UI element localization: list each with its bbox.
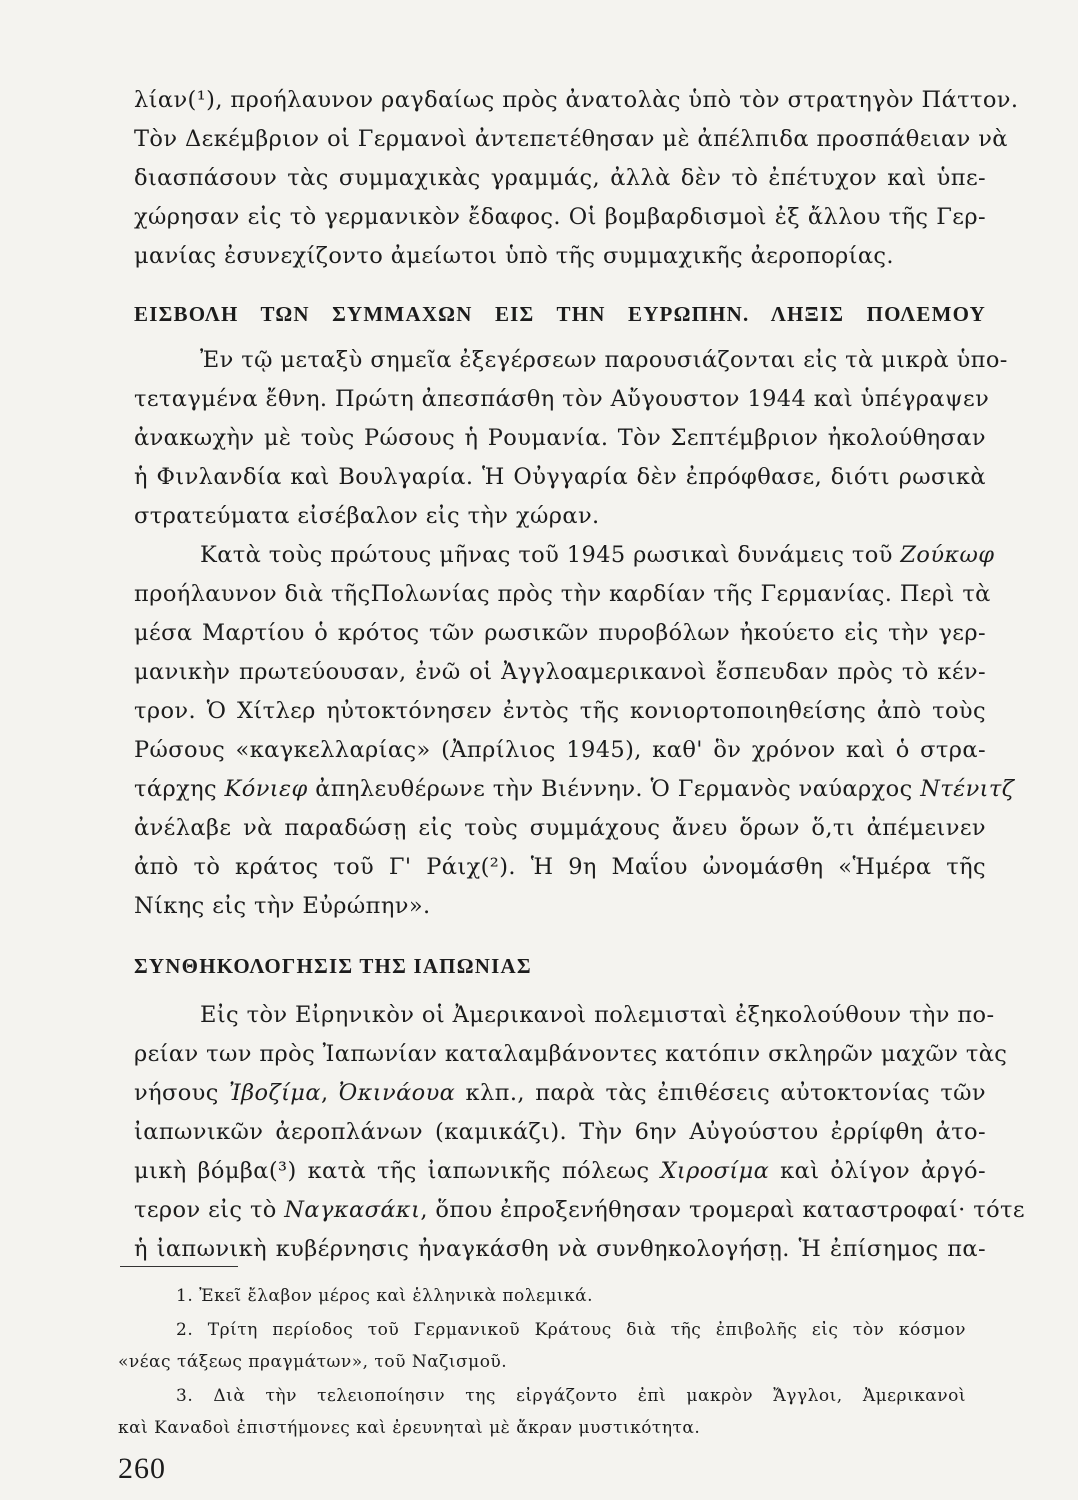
text-span: νήσους — [134, 1080, 230, 1106]
text-line: προήλαυνον διὰ τῆςΠολωνίας πρὸς τὴν καρδίαν τῆς Γερμανίας. Περὶ τὰ — [134, 581, 991, 607]
page-number: 260 — [118, 1452, 166, 1485]
footnote: 1. Ἐκεῖ ἔλαβον μέρος καὶ ἑλληνικὰ πολεμικά. — [176, 1286, 594, 1306]
text-span: Κατὰ τοὺς πρώτους μῆνας τοῦ 1945 ρωσικαὶ δυνάμεις τοῦ — [200, 542, 901, 568]
text-line: μέσα Μαρτίου ὁ κρότος τῶν ρωσικῶν πυροβόλων ἠκούετο εἰς τὴν γερ- — [134, 620, 986, 646]
person-name: Κόνιεφ — [224, 776, 308, 802]
text-span: ἀπηλευθέρωνε τὴν Βιέννην. Ὁ Γερμανὸς ναύαρχος — [307, 776, 921, 802]
text-line — [134, 1078, 986, 1108]
text-line: ἡ Φινλανδία καὶ Βουλγαρία. Ἡ Οὐγγαρία δὲν ἐπρόφθασε, διότι ρωσικὰ — [134, 464, 986, 490]
text-line — [134, 1195, 1025, 1225]
place-name: Ἰβοζίμα — [229, 1080, 321, 1106]
text-line: ἀνακωχὴν μὲ τοὺς Ρώσους ἡ Ρουμανία. Τὸν Σεπτέμβριον ἠκολούθησαν — [134, 425, 986, 451]
footnote-continuation: καὶ Καναδοὶ ἐπιστήμονες καὶ ἐρευνηταὶ μὲ ἄκραν μυστικότητα. — [118, 1418, 701, 1438]
person-name: Ντένιτζ — [920, 776, 1015, 802]
footnote-divider — [120, 1266, 238, 1267]
text-line: στρατεύματα εἰσέβαλον εἰς τὴν χώραν. — [134, 503, 600, 529]
section-heading: ΕΙΣΒΟΛΗ ΤΩΝ ΣΥΜΜΑΧΩΝ ΕΙΣ ΤΗΝ ΕΥΡΩΠΗΝ. ΛΗΞΙΣ ΠΟΛΕΜΟΥ — [134, 302, 986, 326]
footnote-continuation: «νέας τάξεως πραγμάτων», τοῦ Ναζισμοῦ. — [118, 1352, 508, 1372]
text-span: τερον εἰς τὸ — [134, 1197, 285, 1223]
text-line: χώρησαν εἰς τὸ γερμανικὸν ἔδαφος. Οἱ βομβαρδισμοὶ ἐξ ἄλλου τῆς Γερ- — [134, 204, 986, 230]
text-line: διασπάσουν τὰς συμμαχικὰς γραμμάς, ἀλλὰ δὲν τὸ ἐπέτυχον καὶ ὑπε- — [134, 165, 986, 191]
text-line: λίαν(¹), προήλαυνον ραγδαίως πρὸς ἀνατολὰς ὑπὸ τὸν στρατηγὸν Πάττον. — [134, 87, 1019, 113]
text-line — [200, 540, 995, 570]
text-span: τάρχης — [134, 776, 225, 802]
text-line: μανίας ἐσυνεχίζοντο ἀμείωτοι ὑπὸ τῆς συμμαχικῆς ἀεροπορίας. — [134, 243, 894, 269]
section-heading: ΣΥΝΘΗΚΟΛΟΓΗΣΙΣ ΤΗΣ ΙΑΠΩΝΙΑΣ — [134, 954, 532, 978]
text-line: ρείαν των πρὸς Ἰαπωνίαν καταλαμβάνοντες κατόπιν σκληρῶν μαχῶν τὰς — [134, 1041, 1008, 1067]
text-span: κλπ., παρὰ τὰς ἐπιθέσεις αὐτοκτονίας τῶν — [455, 1080, 986, 1106]
text-line: Εἰς τὸν Εἰρηνικὸν οἱ Ἀμερικανοὶ πολεμισταὶ ἐξηκολούθουν τὴν πο- — [200, 1002, 995, 1028]
text-line: Νίκης εἰς τὴν Εὐρώπην». — [134, 893, 431, 919]
text-span: , — [320, 1080, 339, 1106]
text-line: Ἐν τῷ μεταξὺ σημεῖα ἐξεγέρσεων παρουσιάζονται εἰς τὰ μικρὰ ὑπο- — [200, 347, 1008, 373]
text-line: τρον. Ὁ Χίτλερ ηὐτοκτόνησεν ἐντὸς τῆς κονιορτοποιηθείσης ἀπὸ τοὺς — [134, 698, 986, 724]
text-span: καὶ ὀλίγον ἀργό- — [769, 1158, 987, 1184]
footnote: 2. Τρίτη περίοδος τοῦ Γερμανικοῦ Κράτους διὰ τῆς ἐπιβολῆς εἰς τὸν κόσμον — [176, 1320, 966, 1340]
text-span: μικὴ βόμβα(³) κατὰ τῆς ἰαπωνικῆς πόλεως — [134, 1158, 661, 1184]
text-line: μανικὴν πρωτεύουσαν, ἐνῶ οἱ Ἀγγλοαμερικανοὶ ἔσπευδαν πρὸς τὸ κέν- — [134, 659, 986, 685]
text-line: τεταγμένα ἔθνη. Πρώτη ἀπεσπάσθη τὸν Αὔγουστον 1944 καὶ ὑπέγραψεν — [134, 386, 990, 412]
footnote: 3. Διὰ τὴν τελειοποίησιν της εἰργάζοντο ἐπὶ μακρὸν Ἄγγλοι, Ἀμερικανοὶ — [176, 1386, 966, 1406]
place-name: Ὀκινάουα — [338, 1080, 456, 1106]
person-name: Ζούκωφ — [900, 542, 995, 568]
place-name: Ναγκασάκι — [284, 1197, 421, 1223]
text-line: ἡ ἰαπωνικὴ κυβέρνησις ἠναγκάσθη νὰ συνθηκολογήσῃ. Ἡ ἐπίσημος πα- — [134, 1236, 986, 1262]
text-line: ἀπὸ τὸ κράτος τοῦ Γ' Ράιχ(²). Ἡ 9η Μαΐου ὠνομάσθη «Ἡμέρα τῆς — [134, 854, 986, 880]
text-line: Τὸν Δεκέμβριον οἱ Γερμανοὶ ἀντεπετέθησαν μὲ ἀπέλπιδα προσπάθειαν νὰ — [134, 126, 1008, 152]
text-span: , ὅπου ἐπροξενήθησαν τρομεραὶ καταστροφαί· τότε — [420, 1197, 1025, 1223]
place-name: Χιροσίμα — [660, 1158, 770, 1184]
text-line: ἀνέλαβε νὰ παραδώσῃ εἰς τοὺς συμμάχους ἄνευ ὅρων ὅ,τι ἀπέμεινεν — [134, 815, 986, 841]
text-line — [134, 1156, 986, 1186]
text-line: ἰαπωνικῶν ἀεροπλάνων (καμικάζι). Τὴν 6ην Αὐγούστου ἐρρίφθη ἀτο- — [134, 1119, 986, 1145]
text-line — [134, 774, 1015, 804]
text-line: Ρώσους «καγκελλαρίας» (Ἀπρίλιος 1945), καθ' ὃν χρόνον καὶ ὁ στρα- — [134, 737, 986, 763]
